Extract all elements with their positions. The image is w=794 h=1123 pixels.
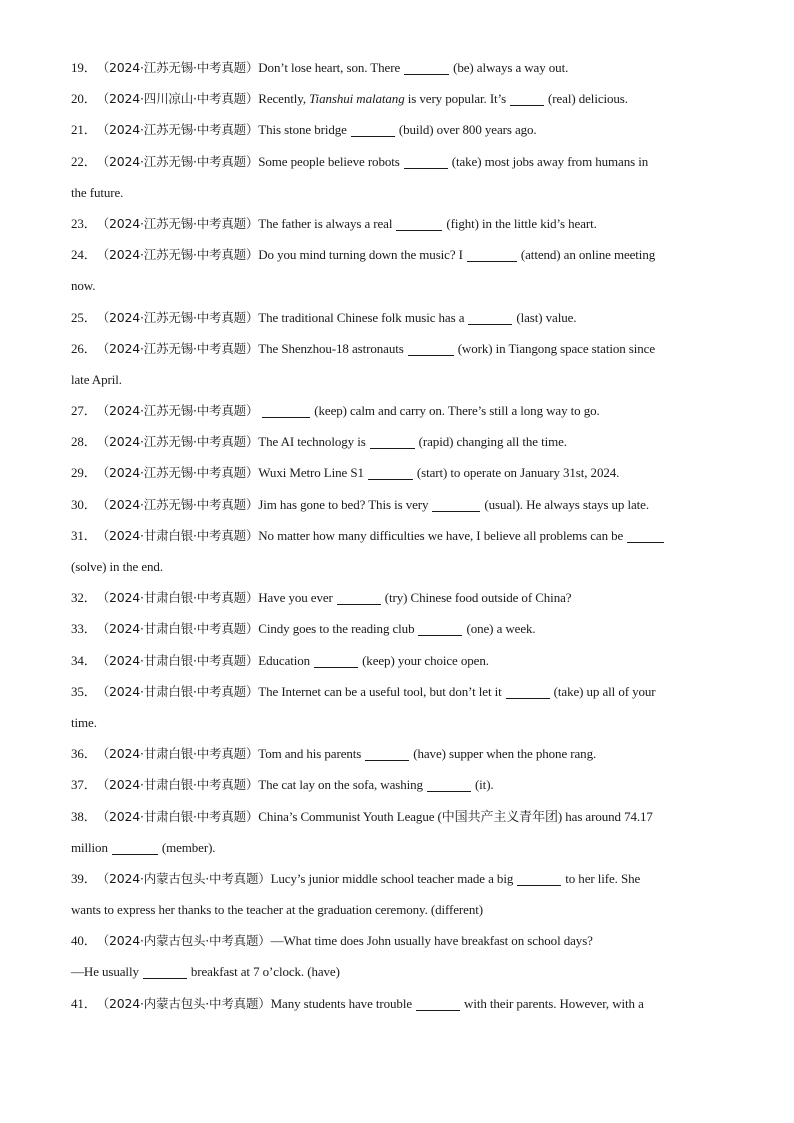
question-continuation: breakfast at 7 o’clock. (have) — [190, 964, 340, 980]
question-text: —What time does John usually have breakfast on school days? — [270, 933, 593, 949]
question-24 — [71, 239, 723, 270]
question-text: Tom and his parents — [258, 746, 362, 762]
question-source: （2024·江苏无锡·中考真题） — [96, 309, 259, 325]
question-number: 25． — [71, 309, 97, 325]
question-number: 22． — [71, 153, 97, 169]
question-number: 38． — [71, 808, 97, 824]
question-40 — [71, 925, 723, 956]
question-23 — [71, 208, 723, 239]
question-hint: (fight) in the little kid’s heart. — [446, 215, 597, 231]
question-number: 36． — [71, 746, 97, 762]
question-continuation-lead: million — [71, 839, 108, 855]
question-40-continued — [71, 956, 723, 987]
question-source: （2024·甘肃白银·中考真题） — [96, 746, 259, 762]
question-hint: (usual). He always stays up late. — [484, 496, 649, 512]
question-24-continued — [71, 270, 723, 301]
answer-blank[interactable] — [143, 964, 187, 979]
answer-blank[interactable] — [408, 341, 454, 356]
question-number: 32． — [71, 590, 97, 606]
question-source: （2024·甘肃白银·中考真题） — [96, 652, 259, 668]
answer-blank[interactable] — [627, 528, 664, 543]
question-hint: (last) value. — [516, 309, 577, 325]
question-22-continued — [71, 177, 723, 208]
answer-blank[interactable] — [370, 434, 415, 449]
question-source: （2024·江苏无锡·中考真题） — [96, 465, 259, 481]
question-source: （2024·内蒙古包头·中考真题） — [96, 995, 271, 1011]
question-31-continued — [71, 551, 723, 582]
question-text: Some people believe robots — [258, 153, 400, 169]
question-hint: (attend) an online meeting — [520, 247, 656, 263]
question-number: 26． — [71, 340, 97, 356]
question-number: 39． — [71, 870, 97, 886]
question-32 — [71, 582, 723, 613]
question-29 — [71, 457, 723, 488]
question-source: （2024·甘肃白银·中考真题） — [96, 527, 259, 543]
answer-blank[interactable] — [365, 746, 409, 761]
question-text: The AI technology is — [258, 434, 366, 450]
question-hint: (build) over 800 years ago. — [398, 122, 537, 138]
question-number: 28． — [71, 434, 97, 450]
answer-blank[interactable] — [506, 684, 550, 699]
question-26-continued — [71, 364, 723, 395]
answer-blank[interactable] — [404, 154, 448, 169]
question-35 — [71, 676, 723, 707]
answer-blank[interactable] — [314, 653, 358, 668]
answer-blank[interactable] — [112, 840, 158, 855]
question-source: （2024·江苏无锡·中考真题） — [96, 340, 259, 356]
question-39 — [71, 863, 723, 894]
question-text-after: with their parents. However, with a — [464, 995, 644, 1011]
answer-blank[interactable] — [396, 216, 442, 231]
question-source: （2024·江苏无锡·中考真题） — [96, 434, 259, 450]
question-hint: (take) up all of your — [553, 683, 656, 699]
question-text: The father is always a real — [258, 215, 393, 231]
question-source: （2024·江苏无锡·中考真题） — [96, 60, 259, 75]
question-38 — [71, 801, 723, 832]
question-text-continued: is very popular. It’s — [407, 91, 507, 107]
question-31 — [71, 520, 723, 551]
question-hint: (one) a week. — [466, 621, 536, 637]
question-21 — [71, 114, 723, 145]
question-continuation: time. — [71, 714, 97, 730]
answer-blank[interactable] — [368, 465, 413, 480]
question-text: Have you ever — [258, 590, 333, 606]
question-number: 30． — [71, 496, 97, 512]
question-text: Don’t lose heart, son. There — [258, 60, 401, 75]
question-source: （2024·甘肃白银·中考真题） — [96, 808, 259, 824]
question-text: No matter how many difficulties we have, I believe all problems can be — [258, 527, 624, 543]
question-number: 34． — [71, 652, 97, 668]
question-source: （2024·江苏无锡·中考真题） — [96, 122, 259, 138]
answer-blank[interactable] — [416, 996, 460, 1011]
answer-blank[interactable] — [432, 497, 480, 512]
question-33 — [71, 613, 723, 644]
question-continuation: the future. — [71, 184, 124, 200]
question-28 — [71, 426, 723, 457]
question-text: Wuxi Metro Line S1 — [258, 465, 364, 481]
question-19 — [71, 52, 723, 83]
question-hint: (start) to operate on January 31st, 2024. — [416, 465, 620, 481]
answer-blank[interactable] — [467, 247, 517, 262]
answer-blank[interactable] — [418, 621, 462, 636]
question-continuation-lead: —He usually — [71, 964, 139, 980]
question-text: The traditional Chinese folk music has a — [258, 309, 465, 325]
question-text: The cat lay on the sofa, washing — [258, 777, 423, 793]
question-text: Jim has gone to bed? This is very — [258, 496, 429, 512]
question-hint: (try) Chinese food outside of China? — [384, 590, 572, 606]
question-25 — [71, 302, 723, 333]
answer-blank[interactable] — [337, 590, 381, 605]
question-text-after: to her life. She — [565, 870, 641, 886]
question-source: （2024·内蒙古包头·中考真题） — [96, 870, 271, 886]
question-hint: (real) delicious. — [548, 91, 628, 107]
question-number: 27． — [71, 403, 97, 419]
question-continuation: now. — [71, 278, 96, 294]
question-text: This stone bridge — [258, 122, 347, 138]
answer-blank[interactable] — [510, 91, 544, 106]
question-hint: (keep) calm and carry on. There’s still a long way to go. — [314, 403, 600, 419]
question-source: （2024·甘肃白银·中考真题） — [96, 683, 259, 699]
exercise-page — [71, 52, 723, 1019]
answer-blank[interactable] — [262, 403, 310, 418]
answer-blank[interactable] — [517, 871, 561, 886]
question-source: （2024·内蒙古包头·中考真题） — [96, 933, 271, 949]
question-source: （2024·甘肃白银·中考真题） — [96, 621, 259, 637]
question-text: The Internet can be a useful tool, but don’t let it — [258, 683, 502, 699]
question-number: 31． — [71, 527, 97, 543]
question-26 — [71, 333, 723, 364]
question-hint: (take) most jobs away from humans in — [451, 153, 649, 169]
question-hint: (rapid) changing all the time. — [418, 434, 567, 450]
question-20 — [71, 83, 723, 114]
question-text: Many students have trouble — [270, 995, 413, 1011]
question-41 — [71, 988, 723, 1019]
question-36 — [71, 738, 723, 769]
question-number: 19． — [71, 60, 97, 75]
question-number: 37． — [71, 777, 97, 793]
question-source: （2024·江苏无锡·中考真题） — [96, 215, 259, 231]
question-source: （2024·江苏无锡·中考真题） — [96, 153, 259, 169]
question-hint: (keep) your choice open. — [362, 652, 489, 668]
answer-blank[interactable] — [404, 60, 449, 75]
question-hint: (it). — [474, 777, 494, 793]
question-text: Lucy’s junior middle school teacher made a big — [270, 870, 514, 886]
question-text: The Shenzhou-18 astronauts — [258, 340, 404, 356]
question-22 — [71, 146, 723, 177]
question-hint: (work) in Tiangong space station since — [457, 340, 656, 356]
question-continuation: wants to express her thanks to the teacher at the graduation ceremony. (different) — [71, 902, 483, 918]
question-source: （2024·甘肃白银·中考真题） — [96, 590, 259, 606]
question-number: 41． — [71, 995, 97, 1011]
question-number: 24． — [71, 247, 97, 263]
question-number: 33． — [71, 621, 97, 637]
question-continuation: (member). — [161, 839, 216, 855]
question-continuation: late April. — [71, 371, 122, 387]
question-37 — [71, 769, 723, 800]
question-source: （2024·江苏无锡·中考真题） — [96, 403, 259, 419]
question-30 — [71, 489, 723, 520]
question-text: Cindy goes to the reading club — [258, 621, 415, 637]
answer-blank[interactable] — [351, 122, 395, 137]
question-hint: (have) supper when the phone rang. — [413, 746, 597, 762]
question-source: （2024·甘肃白银·中考真题） — [96, 777, 259, 793]
question-34 — [71, 645, 723, 676]
answer-blank[interactable] — [427, 777, 471, 792]
question-text: China’s Communist Youth League (中国共产主义青年团) has around 74.17 — [258, 808, 653, 824]
question-italic-text: Tianshui malatang — [309, 91, 405, 107]
question-35-continued — [71, 707, 723, 738]
question-38-continued — [71, 832, 723, 863]
question-source: （2024·江苏无锡·中考真题） — [96, 496, 259, 512]
question-number: 40． — [71, 933, 97, 949]
question-number: 23． — [71, 215, 97, 231]
question-text: Do you mind turning down the music? I — [258, 247, 463, 263]
answer-blank[interactable] — [468, 310, 512, 325]
question-27 — [71, 395, 723, 426]
question-source: （2024·四川凉山·中考真题） — [96, 91, 259, 107]
question-source: （2024·江苏无锡·中考真题） — [96, 247, 259, 263]
question-number: 20． — [71, 91, 97, 107]
question-text: Education — [258, 652, 311, 668]
question-number: 35． — [71, 683, 97, 699]
question-number: 29． — [71, 465, 97, 481]
question-39-continued — [71, 894, 723, 925]
question-text: Recently, — [258, 91, 306, 107]
question-hint: (be) always a way out. — [453, 60, 569, 75]
question-continuation: (solve) in the end. — [71, 559, 163, 574]
question-number: 21． — [71, 122, 97, 138]
